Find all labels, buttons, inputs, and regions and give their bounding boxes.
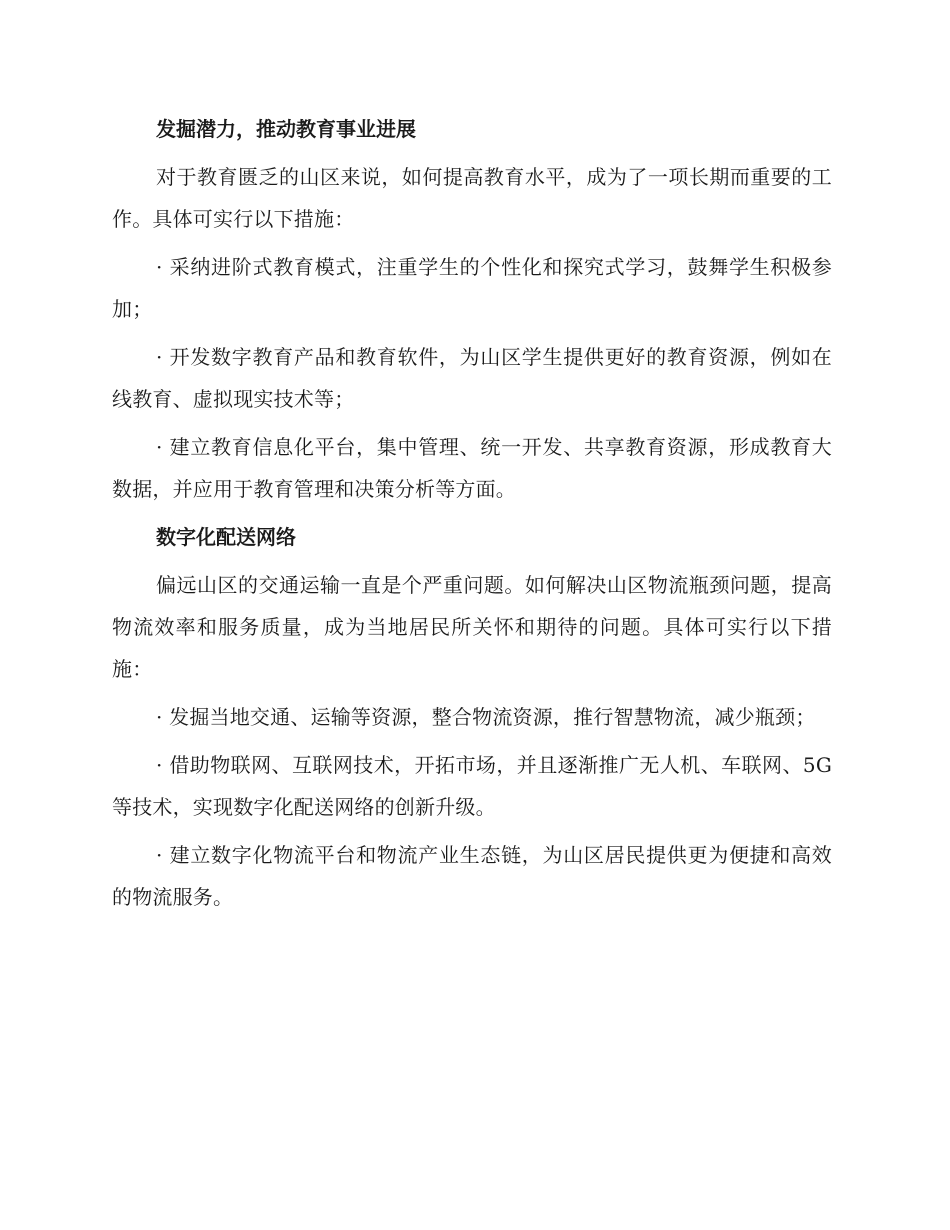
education-intro-paragraph: 对于教育匮乏的山区来说，如何提高教育水平，成为了一项长期而重要的工作。具体可实行以下措施： bbox=[112, 165, 832, 231]
document-body bbox=[112, 108, 832, 924]
delivery-intro-paragraph: 偏远山区的交通运输一直是个严重问题。如何解决山区物流瓶颈问题，提高物流效率和服务质量，成为当地居民所关怀和期待的问题。具体可实行以下措施： bbox=[112, 573, 832, 681]
delivery-measure-item: · 建立数字化物流平台和物流产业生态链，为山区居民提供更为便捷和高效的物流服务。 bbox=[112, 843, 832, 909]
delivery-measure-item: · 发掘当地交通、运输等资源，整合物流资源，推行智慧物流，减少瓶颈； bbox=[156, 705, 816, 729]
section-heading-delivery: 数字化配送网络 bbox=[156, 525, 296, 549]
education-measure-item: · 开发数字教育产品和教育软件，为山区学生提供更好的教育资源，例如在线教育、虚拟现实技术等； bbox=[112, 345, 832, 411]
education-measure-item: · 采纳进阶式教育模式，注重学生的个性化和探究式学习，鼓舞学生积极参加； bbox=[112, 255, 832, 321]
education-measure-item: · 建立教育信息化平台，集中管理、统一开发、共享教育资源，形成教育大数据，并应用于教育管理和决策分析等方面。 bbox=[112, 435, 832, 501]
delivery-measure-item: · 借助物联网、互联网技术，开拓市场，并且逐渐推广无人机、车联网、5G 等技术，实现数字化配送网络的创新升级。 bbox=[112, 753, 832, 819]
section-heading-education: 发掘潜力，推动教育事业进展 bbox=[156, 117, 416, 141]
